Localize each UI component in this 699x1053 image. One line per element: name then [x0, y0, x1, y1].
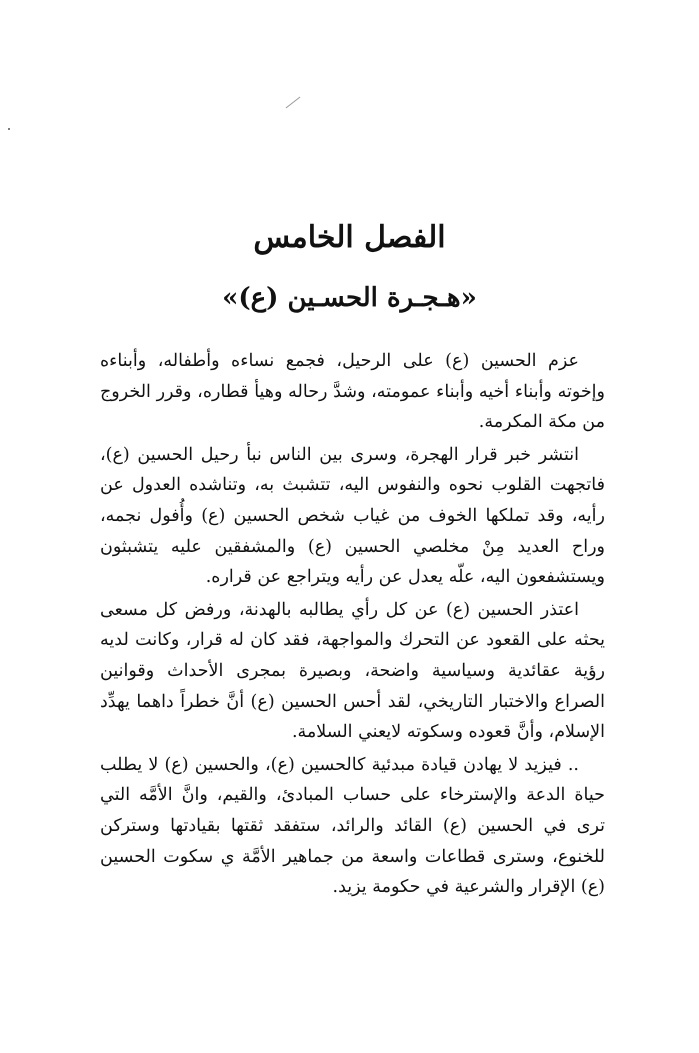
section-title: «هـجـرة الحسـين (ع)»	[222, 283, 477, 313]
paragraph: عزم الحسين (ع) على الرحيل، فجمع نساءه وأطفاله، وأبناءه وإخوته وأبناء أخيه وأبناء عمومته، وشدَّ رحاله وهيأ قطاره، وقرر الخروج من مكة المكرمة.	[100, 351, 605, 433]
paragraph: اعتذر الحسين (ع) عن كل رأي يطالبه بالهدنة، ورفض كل مسعى يحثه على القعود عن التحرك والمواجهة، فقد كان له قرار، وكانت لديه رؤية عقائدية وسياسية واضحة، وبصيرة بمجرى الأحداث وقوانين الصراع والاختبار التاريخي، لقد أحس الحسين (ع) أنَّ خطراً داهما يهدِّد الإسلام، وأنَّ قعوده وسكوته لايعني السلامة.	[100, 599, 605, 743]
scan-dot-mark	[8, 128, 10, 130]
chapter-title: الفصل الخامس	[253, 220, 446, 255]
body-text	[100, 346, 605, 903]
paragraph: .. فيزيد لا يهادن قيادة مبدئية كالحسين (ع)، والحسين (ع) لا يطلب حياة الدعة والإسترخاء على حساب المبادئ، والقيم، وانَّ الأمَّه التي ترى في الحسين (ع) القائد والرائد، ستفقد ثقتها بقيادتها وستركن للخنوع، وسترى قطاعات واسعة من جماهير الأمَّة ي سكوت الحسين (ع) الإقرار والشرعية في حكومة يزيد.	[100, 754, 605, 898]
scan-pen-mark	[286, 97, 301, 109]
paragraph: انتشر خبر قرار الهجرة، وسرى بين الناس نبأ رحيل الحسين (ع)، فاتجهت القلوب نحوه والنفوس اليه، تتشبث به، وتناشده العدول عن رأيه، وقد تملكها الخوف من غياب شخص الحسين (ع) وأُفول نجمه، وراح العديد مِنْ مخلصي الحسين (ع) والمشفقين عليه يتشبثون ويستشفعون اليه، علّه يعدل عن رأيه ويتراجع عن قراره.	[100, 444, 605, 588]
